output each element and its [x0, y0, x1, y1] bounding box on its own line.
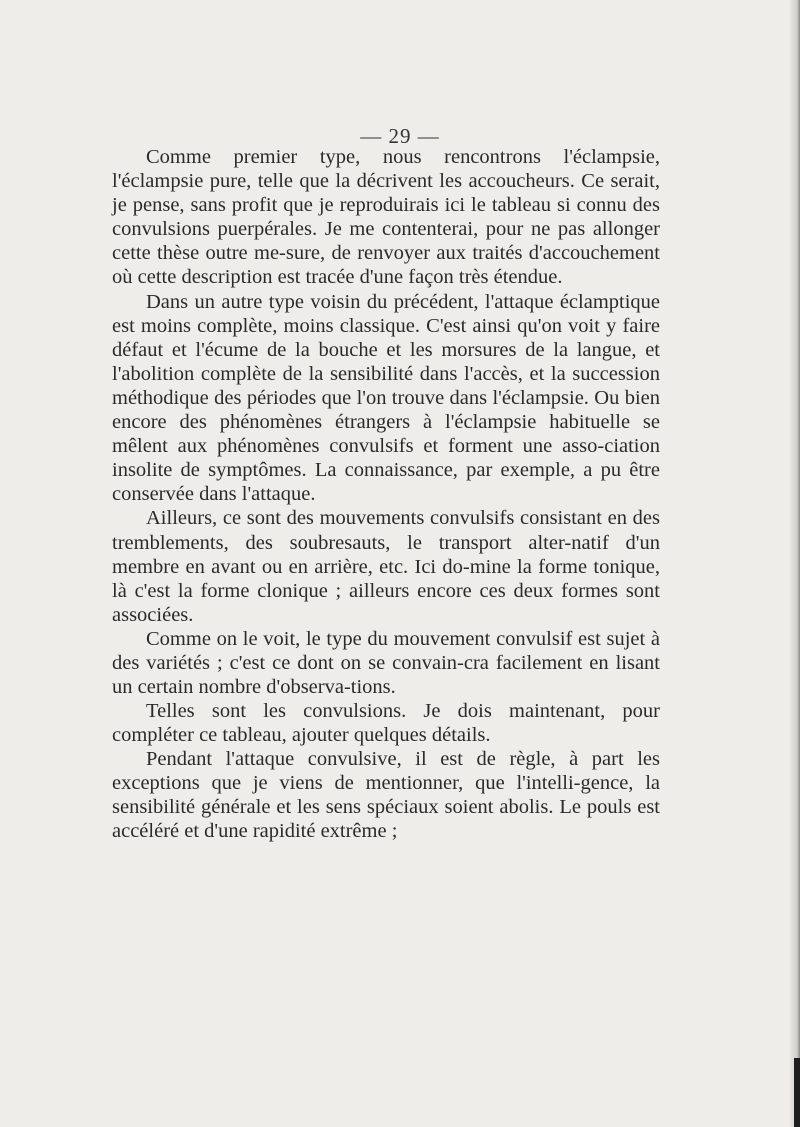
paragraph-convulsive-movements: Ailleurs, ce sont des mouvements convulsifs consistant en des tremblements, des soubresauts, le transport alter-natif d'un membre en avant ou en arrière, etc. Ici do-mine la forme tonique, là c'est la forme clonique ; ailleurs encore ces deux formes sont associées.	[112, 507, 660, 626]
paragraph-during-attack: Pendant l'attaque convulsive, il est de règle, à part les exceptions que je viens de mentionner, que l'intelli-gence, la sensibilité générale et les sens spéciaux soient abolis. Le pouls est accéléré et d'une rapidité extrême ;	[112, 748, 660, 843]
paragraph-such-are-convulsions: Telles sont les convulsions. Je dois maintenant, pour compléter ce tableau, ajouter quelques détails.	[112, 700, 660, 747]
text-section-2	[112, 699, 660, 844]
paragraph-incomplete-attack: Dans un autre type voisin du précédent, l'attaque éclamptique est moins complète, moins classique. C'est ainsi qu'on voit y faire défaut et l'écume de la bouche et les morsures de la langue, et l'abolition complète de la sensibilité dans l'accès, et la succession méthodique des périodes que l'on trouve dans l'éclampsie. Ou bien encore des phénomènes étrangers à l'éclampsie habituelle se mêlent aux phénomènes convulsifs et forment une asso-ciation insolite de symptômes. La connaissance, par exemple, a pu être conservée dans l'attaque.	[112, 290, 660, 506]
binding-edge-mark	[794, 1058, 800, 1127]
page-edge-shadow	[790, 0, 800, 1127]
text-section-1	[112, 145, 660, 699]
paragraph-eclampsia-pure: Comme premier type, nous rencontrons l'éclampsie, l'éclampsie pure, telle que la décrivent les accoucheurs. Ce serait, je pense, sans profit que je reproduirais ici le tableau si connu des convulsions puerpérales. Je me contenterai, pour ne pas allonger cette thèse outre me-sure, de renvoyer aux traités d'accouchement où cette description est tracée d'une façon très étendue.	[112, 146, 660, 289]
page-number-header: — 29 —	[360, 124, 440, 148]
paragraph-varieties: Comme on le voit, le type du mouvement convulsif est sujet à des variétés ; c'est ce dont on se convain-cra facilement en lisant un certain nombre d'observa-tions.	[112, 627, 660, 699]
